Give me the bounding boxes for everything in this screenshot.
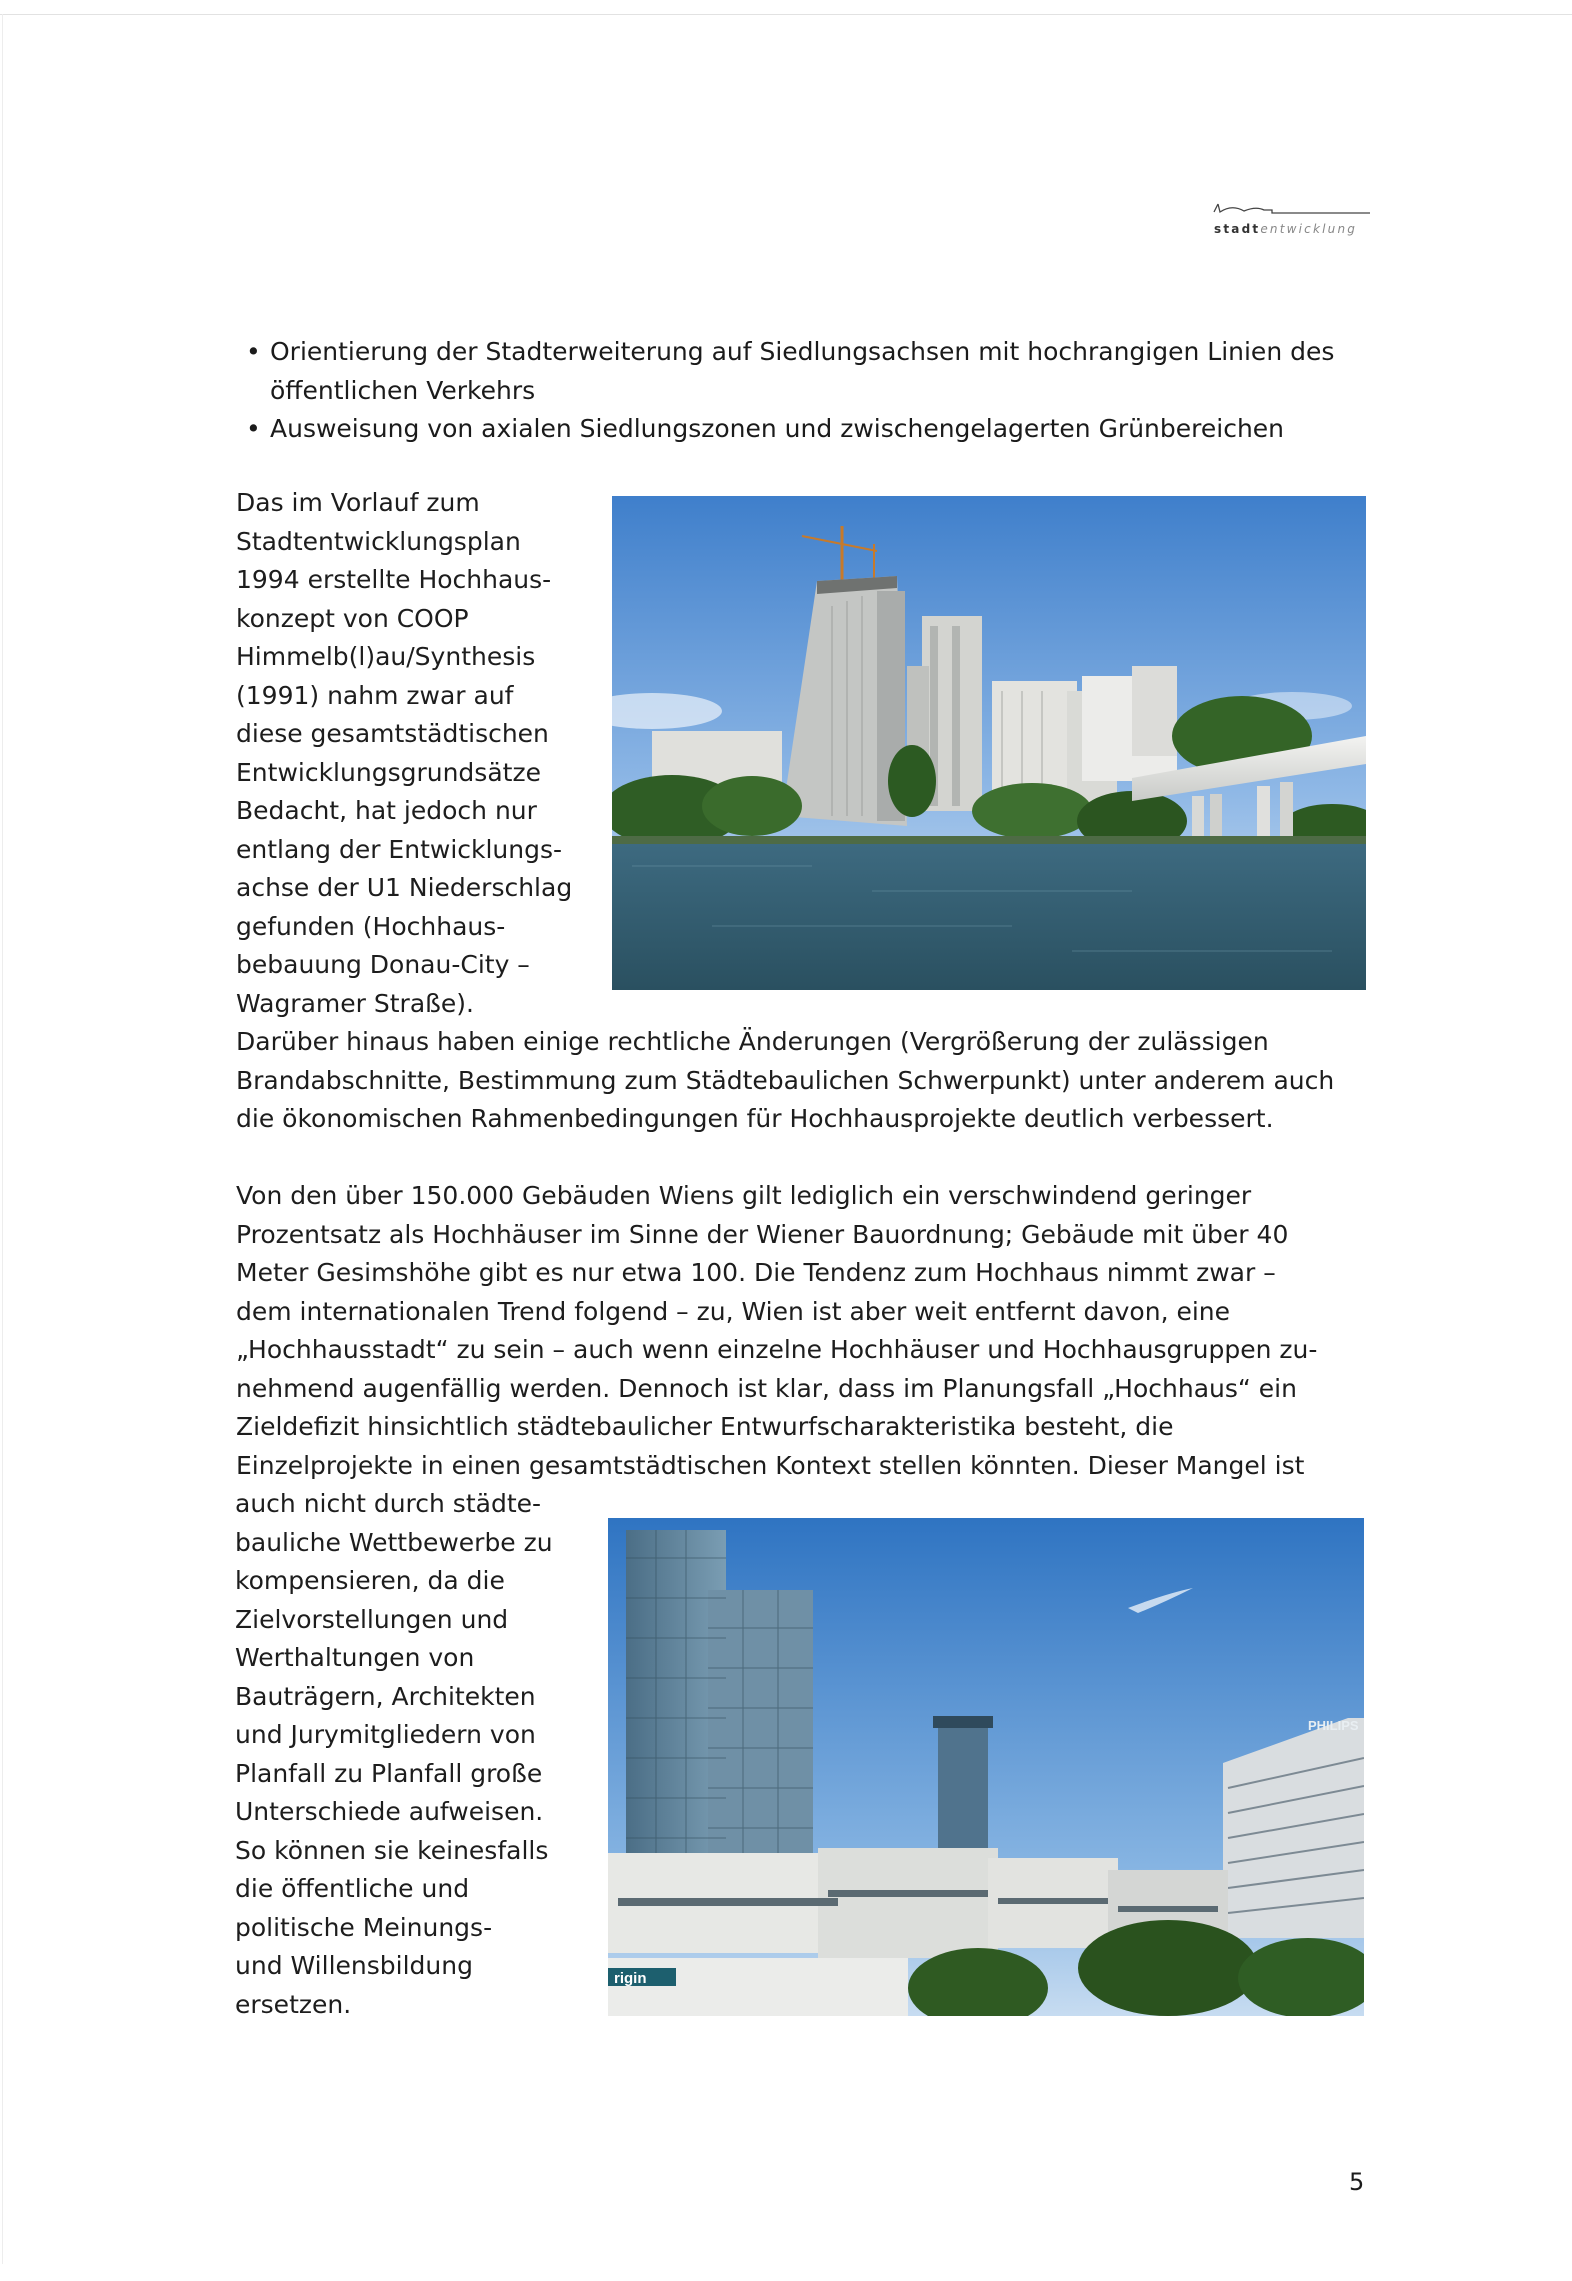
text-line: Von den über 150.000 Gebäuden Wiens gilt lediglich ein verschwindend geringer (236, 1181, 1252, 1210)
logo-bold-text: stadt (1214, 222, 1261, 236)
text-line: Zielvorstellungen und (235, 1604, 509, 1634)
stadtentwicklung-logo (1212, 200, 1372, 242)
text-line: dem internationalen Trend folgend – zu, Wien ist aber weit entfernt davon, eine (236, 1296, 1231, 1326)
text-line: bebauung Donau-City – (236, 950, 530, 979)
text-line: gefunden (Hochhaus- (236, 911, 506, 941)
text-line: politische Meinungs- (235, 1912, 493, 1942)
page-left-edge (2, 14, 3, 2264)
text-line: Darüber hinaus haben einige rechtliche Änderungen (Vergrößerung der zulässigen (236, 1027, 1269, 1056)
text-line: Stadtentwicklungsplan (236, 526, 521, 556)
text-line: ersetzen. (235, 1989, 352, 2019)
text-line: und Jurymitgliedern von (235, 1720, 536, 1749)
bullet-item: • Orientierung der Stadterweiterung auf Siedlungsachsen mit hochrangigen Linien des öffentlichen Verkehrs (246, 333, 1386, 410)
billboard-sign: rigin (614, 1970, 647, 1987)
text-line: die öffentliche und (235, 1874, 470, 1903)
text-line: Werthaltungen von (235, 1643, 475, 1672)
text-line: Bedacht, hat jedoch nur (236, 796, 537, 825)
text-line: Planfall zu Planfall große (235, 1758, 543, 1788)
text-line: die ökonomischen Rahmenbedingungen für Hochhausprojekte deutlich verbessert. (236, 1104, 1274, 1133)
text-line: entlang der Entwicklungs- (236, 834, 563, 864)
text-line: auch nicht durch städte- (235, 1489, 542, 1518)
bullet-item: • Ausweisung von axialen Siedlungszonen und zwischengelagerten Grünbereichen (246, 410, 1386, 449)
page-number: 5 (1349, 2168, 1365, 2196)
paragraph-rechtliche-aenderungen (236, 1023, 1334, 1139)
logo-wordmark (1214, 222, 1357, 236)
skyline-logo-icon (1212, 200, 1372, 222)
text-line: Brandabschnitte, Bestimmung zum Städtebaulichen Schwerpunkt) unter anderem auch (236, 1065, 1335, 1095)
paragraph-gebaeude-wiens (236, 1177, 1317, 1485)
bullet-list (246, 333, 1386, 449)
text-line: „Hochhausstadt“ zu sein – auch wenn einzelne Hochhäuser und Hochhausgruppen zu- (236, 1335, 1318, 1364)
photo-office-towers (608, 1518, 1364, 2016)
text-line: nehmend augenfällig werden. Dennoch ist klar, dass im Planungsfall „Hochhaus“ ein (236, 1373, 1297, 1403)
page-top-rule (0, 14, 1572, 15)
text-line: Entwicklungsgrundsätze (236, 757, 541, 787)
paragraph-wettbewerbe (235, 1485, 553, 2024)
text-line: kompensieren, da die (235, 1566, 505, 1595)
text-line: Einzelprojekte in einen gesamtstädtischen Kontext stellen könnten. Dieser Mangel ist (236, 1450, 1305, 1480)
text-line: achse der U1 Niederschlag (236, 873, 573, 902)
photo-donau-city-skyline (612, 496, 1366, 990)
text-line: Meter Gesimshöhe gibt es nur etwa 100. Die Tendenz zum Hochhaus nimmt zwar – (236, 1258, 1276, 1287)
text-line: Wagramer Straße). (236, 988, 474, 1018)
logo-italic-text: entwicklung (1260, 222, 1358, 236)
text-line: konzept von COOP (236, 603, 469, 633)
text-line: Himmelb(l)au/Synthesis (236, 642, 536, 671)
text-line: Unterschiede aufweisen. (235, 1797, 544, 1826)
text-line: Zieldefizit hinsichtlich städtebaulicher Entwurfscharakteristika besteht, die (236, 1412, 1174, 1441)
text-line: So können sie keinesfalls (235, 1835, 549, 1865)
text-line: Das im Vorlauf zum (236, 488, 480, 517)
text-line: und Willensbildung (235, 1951, 473, 1980)
text-line: diese gesamtstädtischen (236, 719, 549, 748)
text-line: bauliche Wettbewerbe zu (235, 1527, 553, 1557)
text-line: (1991) nahm zwar auf (236, 680, 514, 710)
text-line: 1994 erstellte Hochhaus- (236, 565, 552, 594)
text-line: Prozentsatz als Hochhäuser im Sinne der Wiener Bauordnung; Gebäude mit über 40 (236, 1219, 1289, 1249)
paragraph-hochhauskonzept (236, 484, 572, 1023)
text-line: Bauträgern, Architekten (235, 1681, 536, 1711)
philips-rooftop-sign: PHILIPS (1308, 1718, 1359, 1733)
